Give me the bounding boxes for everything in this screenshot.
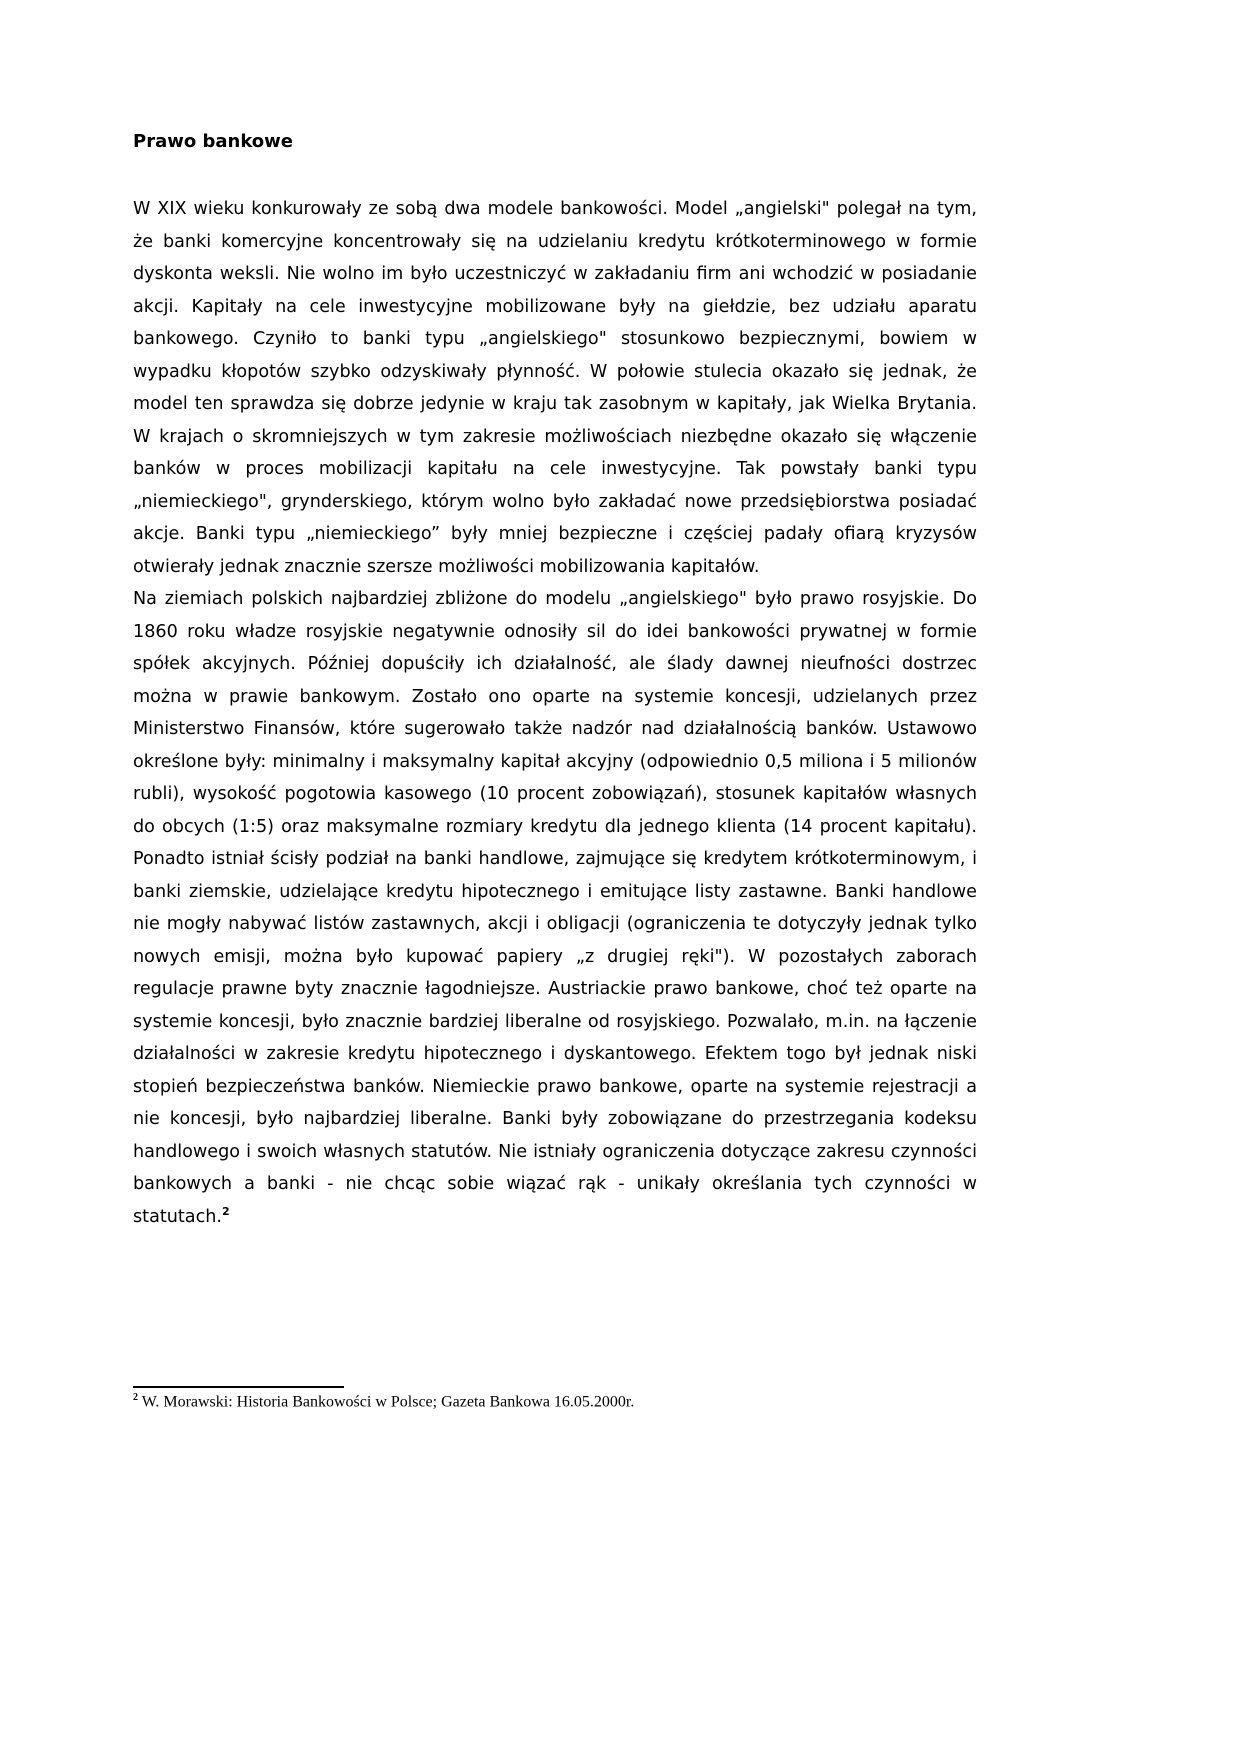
footnote-number: 2 xyxy=(133,1392,138,1403)
document-title: Prawo bankowe xyxy=(133,131,294,152)
paragraph-2-text: Na ziemiach polskich najbardziej zbliżone do modelu „angielskiego" było prawo rosyjskie. Do 1860 roku władze rosyjskie negatywnie odnosiły sil do idei bankowości prywatnej w formie spółek akcyjnych. Później dopuściły ich działalność, ale ślady dawnej nieufności dostrzec można w prawie bankowym. Zostało ono oparte na systemie koncesji, udzielanych przez Ministerstwo Finansów, które sugerowało także nadzór nad działalnością banków. Ustawowo określone były: minimalny i maksymalny kapitał akcyjny (odpowiednio 0,5 miliona i 5 milionów rubli), wysokość pogotowia kasowego (10 procent zobowiązań), stosunek kapitałów własnych do obcych (1:5) oraz maksymalne rozmiary kredytu dla jednego klienta (14 procent kapitału). Ponadto istniał ścisły podział na banki handlowe, zajmujące się kredytem krótkoterminowym, i banki ziemskie, udzielające kredytu hipotecznego i emitujące listy zastawne. Banki handlowe nie mogły nabywać listów zastawnych, akcji i obligacji (ograniczenia te dotyczyły jednak tylko nowych emisji, można było kupować papiery „z drugiej ręki"). W pozostałych zaborach regulacje prawne byty znacznie łagodniejsze. Austriackie prawo bankowe, choć też oparte na systemie koncesji, było znacznie bardziej liberalne od rosyjskiego. Pozwalało, m.in. na łączenie działalności w zakresie kredytu hipotecznego i dyskantowego. Efektem togo był jednak niski stopień bezpieczeństwa banków. Niemieckie prawo bankowe, oparte na systemie rejestracji a nie koncesji, było najbardziej liberalne. Banki były zobowiązane do przestrzegania kodeksu handlowego i swoich własnych statutów. Nie istniały ograniczenia dotyczące zakresu czynności bankowych a banki - nie chcąc sobie wiązać rąk - unikały określania tych czynności w statutach. xyxy=(133,589,977,1227)
footnote-reference[interactable]: 2 xyxy=(222,1204,230,1218)
document-body xyxy=(133,193,977,1233)
paragraph-2 xyxy=(133,583,977,1233)
footnote-text: W. Morawski: Historia Bankowości w Polsce; Gazeta Bankowa 16.05.2000r. xyxy=(138,1393,635,1411)
paragraph-1: W XIX wieku konkurowały ze sobą dwa modele bankowości. Model „angielski" polegał na tym, że banki komercyjne koncentrowały się na udzielaniu kredytu krótkoterminowego w formie dyskonta weksli. Nie wolno im było uczestniczyć w zakładaniu firm ani wchodzić w posiadanie akcji. Kapitały na cele inwestycyjne mobilizowane były na giełdzie, bez udziału aparatu bankowego. Czyniło to banki typu „angielskiego" stosunkowo bezpiecznymi, bowiem w wypadku kłopotów szybko odzyskiwały płynność. W połowie stulecia okazało się jednak, że model ten sprawdza się dobrze jedynie w kraju tak zasobnym w kapitały, jak Wielka Brytania. W krajach o skromniejszych w tym zakresie możliwościach niezbędne okazało się włączenie banków w proces mobilizacji kapitału na cele inwestycyjne. Tak powstały banki typu „niemieckiego", grynderskiego, którym wolno było zakładać nowe przedsiębiorstwa posiadać akcje. Banki typu „niemieckiego” były mniej bezpieczne i częściej padały ofiarą kryzysów otwierały jednak znacznie szersze możliwości mobilizowania kapitałów. xyxy=(133,199,977,577)
footnote-separator xyxy=(133,1386,344,1388)
footnote xyxy=(133,1392,634,1411)
